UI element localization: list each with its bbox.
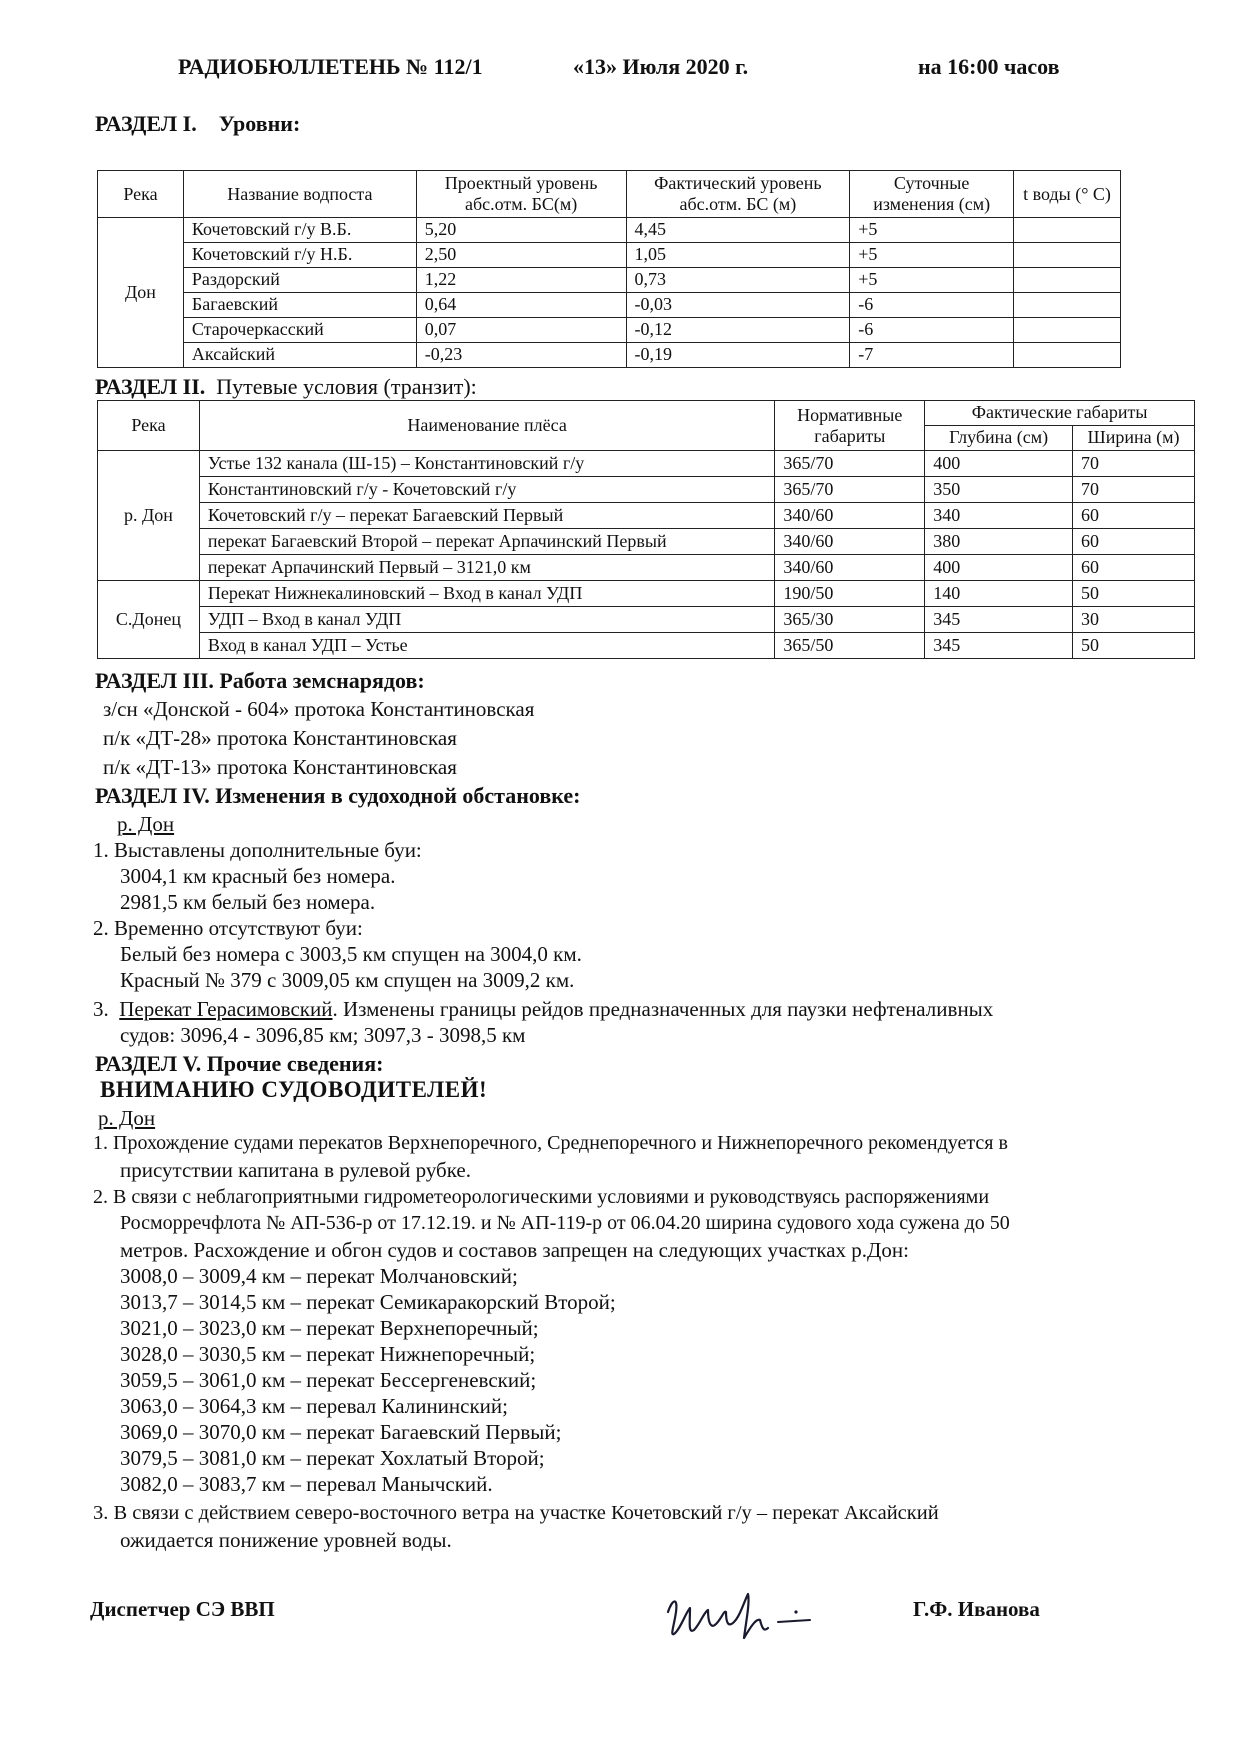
levels-table-header bbox=[98, 171, 1121, 218]
table-row bbox=[98, 581, 1195, 607]
section1-title bbox=[95, 111, 300, 137]
section2-subtitle: Путевые условия (транзит): bbox=[216, 374, 477, 399]
width-cell: 50 bbox=[1073, 581, 1195, 607]
temp-cell bbox=[1014, 243, 1121, 268]
transit-table bbox=[97, 400, 1195, 659]
width-cell: 50 bbox=[1073, 633, 1195, 659]
width-cell: 30 bbox=[1073, 607, 1195, 633]
norm-cell: 340/60 bbox=[775, 555, 925, 581]
table-row bbox=[98, 555, 1195, 581]
section4-item2: 2. Временно отсутствуют буи: bbox=[93, 916, 363, 940]
restricted-segment: 3008,0 – 3009,4 км – перекат Молчановский; bbox=[120, 1264, 518, 1288]
temp-cell bbox=[1014, 343, 1121, 368]
depth-cell: 400 bbox=[925, 451, 1073, 477]
norm-cell: 365/70 bbox=[775, 451, 925, 477]
restricted-segment: 3082,0 – 3083,7 км – перевал Манычский. bbox=[120, 1472, 493, 1496]
buoy-line: Белый без номера с 3003,5 км спущен на 3004,0 км. bbox=[120, 942, 582, 966]
norm-cell: 190/50 bbox=[775, 581, 925, 607]
dispatcher-role: Диспетчер СЭ ВВП bbox=[90, 1597, 275, 1621]
restricted-segment: 3021,0 – 3023,0 км – перекат Верхнепоречный; bbox=[120, 1316, 539, 1340]
col-header-post: Название водпоста bbox=[183, 171, 416, 218]
depth-cell: 345 bbox=[925, 607, 1073, 633]
col-header-water-temp: t воды (° С) bbox=[1014, 171, 1121, 218]
attention-heading: ВНИМАНИЮ СУДОВОДИТЕЛЕЙ! bbox=[100, 1077, 488, 1102]
col-header-river: Река bbox=[98, 401, 200, 451]
restricted-segment: 3069,0 – 3070,0 км – перекат Багаевский Первый; bbox=[120, 1420, 562, 1444]
bulletin-date: «13» Июля 2020 г. bbox=[573, 54, 749, 79]
buoy-line: 3004,1 км красный без номера. bbox=[120, 864, 396, 888]
restricted-segment: 3063,0 – 3064,3 км – перевал Калининский; bbox=[120, 1394, 508, 1418]
project-cell: 2,50 bbox=[416, 243, 626, 268]
col-header-actual: Фактические габариты bbox=[925, 401, 1195, 426]
section4-river: р. Дон bbox=[117, 812, 175, 836]
river-cell: С.Донец bbox=[98, 581, 200, 659]
table-row bbox=[98, 477, 1195, 503]
width-cell: 70 bbox=[1073, 451, 1195, 477]
col-header-project-level: Проектный уровень абс.отм. БС(м) bbox=[416, 171, 626, 218]
table-row bbox=[98, 343, 1121, 368]
table-row bbox=[98, 607, 1195, 633]
table-row bbox=[98, 503, 1195, 529]
section5-item3-line1: 3. В связи с действием северо-восточного ветра на участке Кочетовский г/у – перекат Аксайский bbox=[93, 1502, 939, 1524]
reach-cell: перекат Арпачинский Первый – 3121,0 км bbox=[199, 555, 774, 581]
temp-cell bbox=[1014, 293, 1121, 318]
table-row bbox=[98, 529, 1195, 555]
restricted-segment: 3059,5 – 3061,0 км – перекат Бессергеневский; bbox=[120, 1368, 537, 1392]
table-row bbox=[98, 633, 1195, 659]
depth-cell: 140 bbox=[925, 581, 1073, 607]
section1-subtitle: Уровни: bbox=[218, 111, 301, 136]
temp-cell bbox=[1014, 218, 1121, 243]
levels-table bbox=[97, 170, 1121, 368]
change-cell: -6 bbox=[850, 318, 1014, 343]
bulletin-time: на 16:00 часов bbox=[918, 54, 1060, 79]
table-row bbox=[98, 268, 1121, 293]
post-cell: Кочетовский г/у Н.Б. bbox=[183, 243, 416, 268]
table-row bbox=[98, 243, 1121, 268]
post-cell: Раздорский bbox=[183, 268, 416, 293]
post-cell: Кочетовский г/у В.Б. bbox=[183, 218, 416, 243]
depth-cell: 340 bbox=[925, 503, 1073, 529]
change-cell: +5 bbox=[850, 268, 1014, 293]
change-cell: -7 bbox=[850, 343, 1014, 368]
depth-cell: 380 bbox=[925, 529, 1073, 555]
temp-cell bbox=[1014, 318, 1121, 343]
dredger-line: п/к «ДТ-13» протока Константиновская bbox=[103, 755, 457, 779]
reach-cell: Константиновский г/у - Кочетовский г/у bbox=[199, 477, 774, 503]
section5-item1-line1: 1. Прохождение судами перекатов Верхнепоречного, Среднепоречного и Нижнепоречного рекомендуется в bbox=[93, 1132, 1008, 1154]
col-header-reach-name: Наименование плёса bbox=[199, 401, 774, 451]
transit-table-header bbox=[98, 401, 1195, 426]
dredger-line: з/сн «Донской - 604» протока Константиновская bbox=[103, 697, 535, 721]
actual-cell: -0,19 bbox=[626, 343, 850, 368]
restricted-segment: 3028,0 – 3030,5 км – перекат Нижнепоречный; bbox=[120, 1342, 536, 1366]
handwritten-signature bbox=[660, 1582, 830, 1652]
reach-cell: Перекат Нижнекалиновский – Вход в канал УДП bbox=[199, 581, 774, 607]
section4-item3-text: . Изменены границы рейдов предназначенных для паузки нефтеналивных bbox=[332, 997, 994, 1021]
reach-cell: перекат Багаевский Второй – перекат Арпачинский Первый bbox=[199, 529, 774, 555]
table-row bbox=[98, 218, 1121, 243]
project-cell: 1,22 bbox=[416, 268, 626, 293]
section4-item3-number: 3. bbox=[93, 997, 109, 1021]
project-cell: 5,20 bbox=[416, 218, 626, 243]
actual-cell: 1,05 bbox=[626, 243, 850, 268]
reach-cell: Вход в канал УДП – Устье bbox=[199, 633, 774, 659]
section4-item3-line2: судов: 3096,4 - 3096,85 км; 3097,3 - 3098,5 км bbox=[120, 1023, 526, 1047]
table-row bbox=[98, 451, 1195, 477]
bulletin-header bbox=[0, 54, 1240, 90]
norm-cell: 365/50 bbox=[775, 633, 925, 659]
buoy-line: 2981,5 км белый без номера. bbox=[120, 890, 376, 914]
col-header-width: Ширина (м) bbox=[1073, 426, 1195, 451]
project-cell: 0,07 bbox=[416, 318, 626, 343]
bulletin-title: РАДИОБЮЛЛЕТЕНЬ № 112/1 bbox=[178, 54, 483, 79]
depth-cell: 400 bbox=[925, 555, 1073, 581]
post-cell: Аксайский bbox=[183, 343, 416, 368]
project-cell: 0,64 bbox=[416, 293, 626, 318]
depth-cell: 345 bbox=[925, 633, 1073, 659]
norm-cell: 340/60 bbox=[775, 503, 925, 529]
norm-cell: 365/70 bbox=[775, 477, 925, 503]
restricted-segment: 3079,5 – 3081,0 км – перекат Хохлатый Второй; bbox=[120, 1446, 545, 1470]
actual-cell: -0,03 bbox=[626, 293, 850, 318]
norm-cell: 365/30 bbox=[775, 607, 925, 633]
dredger-line: п/к «ДТ-28» протока Константиновская bbox=[103, 726, 457, 750]
temp-cell bbox=[1014, 268, 1121, 293]
table-row bbox=[98, 293, 1121, 318]
change-cell: +5 bbox=[850, 218, 1014, 243]
buoy-line: Красный № 379 с 3009,05 км спущен на 3009,2 км. bbox=[120, 968, 575, 992]
norm-cell: 340/60 bbox=[775, 529, 925, 555]
restricted-segment: 3013,7 – 3014,5 км – перекат Семикаракорский Второй; bbox=[120, 1290, 616, 1314]
section5-item1-line2: присутствии капитана в рулевой рубке. bbox=[120, 1158, 471, 1182]
col-header-depth: Глубина (см) bbox=[925, 426, 1073, 451]
section4-item3 bbox=[93, 997, 1191, 1022]
actual-cell: 4,45 bbox=[626, 218, 850, 243]
width-cell: 60 bbox=[1073, 529, 1195, 555]
section3-title: РАЗДЕЛ III. Работа земснарядов: bbox=[95, 668, 425, 693]
section5-item2-line3: метров. Расхождение и обгон судов и составов запрещен на следующих участках р.Дон: bbox=[120, 1238, 909, 1262]
section5-title: РАЗДЕЛ V. Прочие сведения: bbox=[95, 1051, 384, 1076]
section5-item2-line1: 2. В связи с неблагоприятными гидрометеорологическими условиями и руководствуясь распоряжениями bbox=[93, 1186, 990, 1208]
depth-cell: 350 bbox=[925, 477, 1073, 503]
section1-number: РАЗДЕЛ I. bbox=[95, 111, 197, 136]
actual-cell: 0,73 bbox=[626, 268, 850, 293]
section2-title bbox=[95, 374, 477, 400]
reach-cell: Кочетовский г/у – перекат Багаевский Первый bbox=[199, 503, 774, 529]
river-cell: р. Дон bbox=[98, 451, 200, 581]
section5-item2-line2: Росморречфлота № АП-536-р от 17.12.19. и № АП-119-р от 06.04.20 ширина судового хода сужена до 50 bbox=[120, 1212, 1010, 1234]
river-cell: Дон bbox=[98, 218, 184, 368]
table-row bbox=[98, 318, 1121, 343]
project-cell: -0,23 bbox=[416, 343, 626, 368]
section2-number: РАЗДЕЛ II. bbox=[95, 374, 206, 399]
change-cell: +5 bbox=[850, 243, 1014, 268]
section4-item1: 1. Выставлены дополнительные буи: bbox=[93, 838, 422, 862]
section4-title: РАЗДЕЛ IV. Изменения в судоходной обстановке: bbox=[95, 783, 581, 808]
dispatcher-name: Г.Ф. Иванова bbox=[913, 1597, 1040, 1621]
width-cell: 70 bbox=[1073, 477, 1195, 503]
change-cell: -6 bbox=[850, 293, 1014, 318]
section5-item3-line2: ожидается понижение уровней воды. bbox=[120, 1528, 452, 1552]
col-header-actual-level: Фактический уровень абс.отм. БС (м) bbox=[626, 171, 850, 218]
post-cell: Багаевский bbox=[183, 293, 416, 318]
width-cell: 60 bbox=[1073, 503, 1195, 529]
actual-cell: -0,12 bbox=[626, 318, 850, 343]
col-header-norm: Нормативные габариты bbox=[775, 401, 925, 451]
col-header-river: Река bbox=[98, 171, 184, 218]
reach-cell: Устье 132 канала (Ш-15) – Константиновский г/у bbox=[199, 451, 774, 477]
section4-item3-place: Перекат Герасимовский bbox=[119, 997, 333, 1021]
width-cell: 60 bbox=[1073, 555, 1195, 581]
post-cell: Старочеркасский bbox=[183, 318, 416, 343]
col-header-daily-change: Суточные изменения (см) bbox=[850, 171, 1014, 218]
reach-cell: УДП – Вход в канал УДП bbox=[199, 607, 774, 633]
section5-river: р. Дон bbox=[98, 1106, 156, 1130]
